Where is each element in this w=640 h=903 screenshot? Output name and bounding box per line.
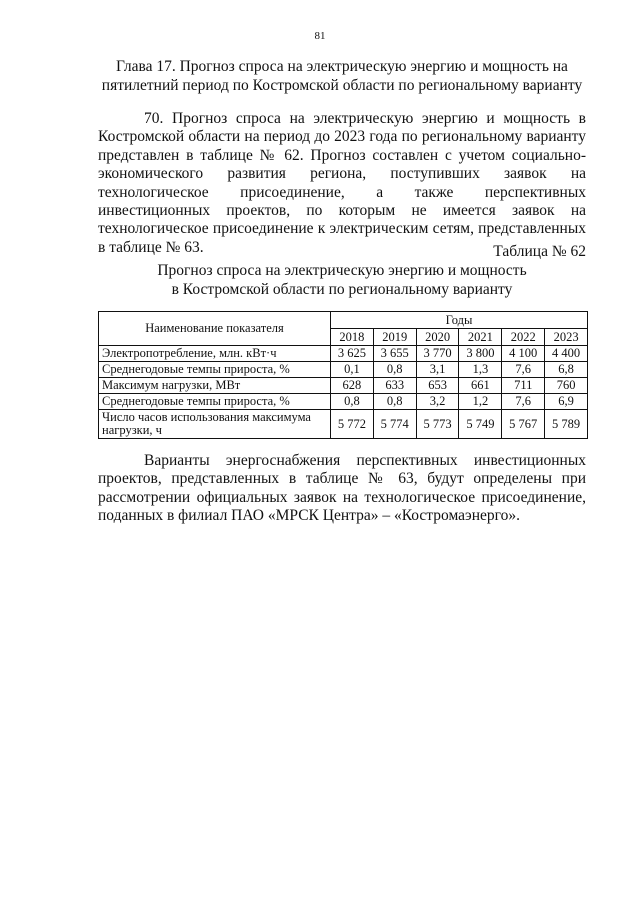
value-cell: 4 100 xyxy=(502,346,545,362)
row-label: Число часов использования максимума нагрузки, ч xyxy=(99,410,331,439)
value-cell: 633 xyxy=(373,378,416,394)
value-cell: 5 767 xyxy=(502,410,545,439)
value-cell: 7,6 xyxy=(502,394,545,410)
demand-forecast-table xyxy=(98,311,588,439)
table-row xyxy=(99,394,588,410)
value-cell: 661 xyxy=(459,378,502,394)
year-cell: 2022 xyxy=(502,329,545,346)
value-cell: 5 749 xyxy=(459,410,502,439)
year-cell: 2020 xyxy=(416,329,459,346)
value-cell: 0,8 xyxy=(373,394,416,410)
value-cell: 6,8 xyxy=(545,362,588,378)
value-cell: 4 400 xyxy=(545,346,588,362)
chapter-heading: Глава 17. Прогноз спроса на электрическую энергию и мощность на пятилетний период по Костромской области по региональному варианту xyxy=(101,58,583,94)
page-number: 81 xyxy=(314,30,326,42)
value-cell: 7,6 xyxy=(502,362,545,378)
table-header-row xyxy=(99,312,588,329)
value-cell: 3 655 xyxy=(373,346,416,362)
value-cell: 3 770 xyxy=(416,346,459,362)
year-cell: 2023 xyxy=(545,329,588,346)
table-row xyxy=(99,378,588,394)
table-title-line-1: Прогноз спроса на электрическую энергию и мощность xyxy=(157,262,527,279)
value-cell: 711 xyxy=(502,378,545,394)
value-cell: 0,8 xyxy=(373,362,416,378)
value-cell: 1,3 xyxy=(459,362,502,378)
table-row xyxy=(99,362,588,378)
year-cell: 2018 xyxy=(331,329,374,346)
value-cell: 760 xyxy=(545,378,588,394)
year-cell: 2019 xyxy=(373,329,416,346)
years-header: Годы xyxy=(331,312,588,329)
row-label: Среднегодовые темпы прироста, % xyxy=(99,362,331,378)
table-title xyxy=(98,262,586,299)
table-label: Таблица № 62 xyxy=(493,243,586,260)
value-cell: 6,9 xyxy=(545,394,588,410)
value-cell: 3 800 xyxy=(459,346,502,362)
row-label: Электропотребление, млн. кВт·ч xyxy=(99,346,331,362)
value-cell: 3,2 xyxy=(416,394,459,410)
table-row xyxy=(99,410,588,439)
value-cell: 5 774 xyxy=(373,410,416,439)
value-cell: 653 xyxy=(416,378,459,394)
value-cell: 5 772 xyxy=(331,410,374,439)
table-title-line-2: в Костромской области по региональному варианту xyxy=(171,280,513,298)
row-label: Максимум нагрузки, МВт xyxy=(99,378,331,394)
value-cell: 1,2 xyxy=(459,394,502,410)
value-cell: 0,8 xyxy=(331,394,374,410)
value-cell: 3,1 xyxy=(416,362,459,378)
value-cell: 628 xyxy=(331,378,374,394)
table-row xyxy=(99,346,588,362)
paragraph-variants: Варианты энергоснабжения перспективных инвестиционных проектов, представленных в таблице № 63, будут определены при рассмотрении официальных заявок на технологическое присоединение, поданных в филиал ПАО «МРСК Центра» – «Костромаэнерго». xyxy=(98,452,586,525)
paragraph-70: 70. Прогноз спроса на электрическую энергию и мощность в Костромской области на период до 2023 года по региональному варианту представлен в таблице № 62. Прогноз составлен с учетом социально-экономического развития региона, поступивших заявок на технологическое присоединение, а также перспективных инвестиционных проектов, по которым не имеется заявок на технологическое присоединение к электрическим сетям, представленных в таблице № 63. xyxy=(98,110,586,256)
row-label: Среднегодовые темпы прироста, % xyxy=(99,394,331,410)
value-cell: 5 773 xyxy=(416,410,459,439)
value-cell: 3 625 xyxy=(331,346,374,362)
year-cell: 2021 xyxy=(459,329,502,346)
indicator-name-header: Наименование показателя xyxy=(99,312,331,346)
value-cell: 5 789 xyxy=(545,410,588,439)
value-cell: 0,1 xyxy=(331,362,374,378)
